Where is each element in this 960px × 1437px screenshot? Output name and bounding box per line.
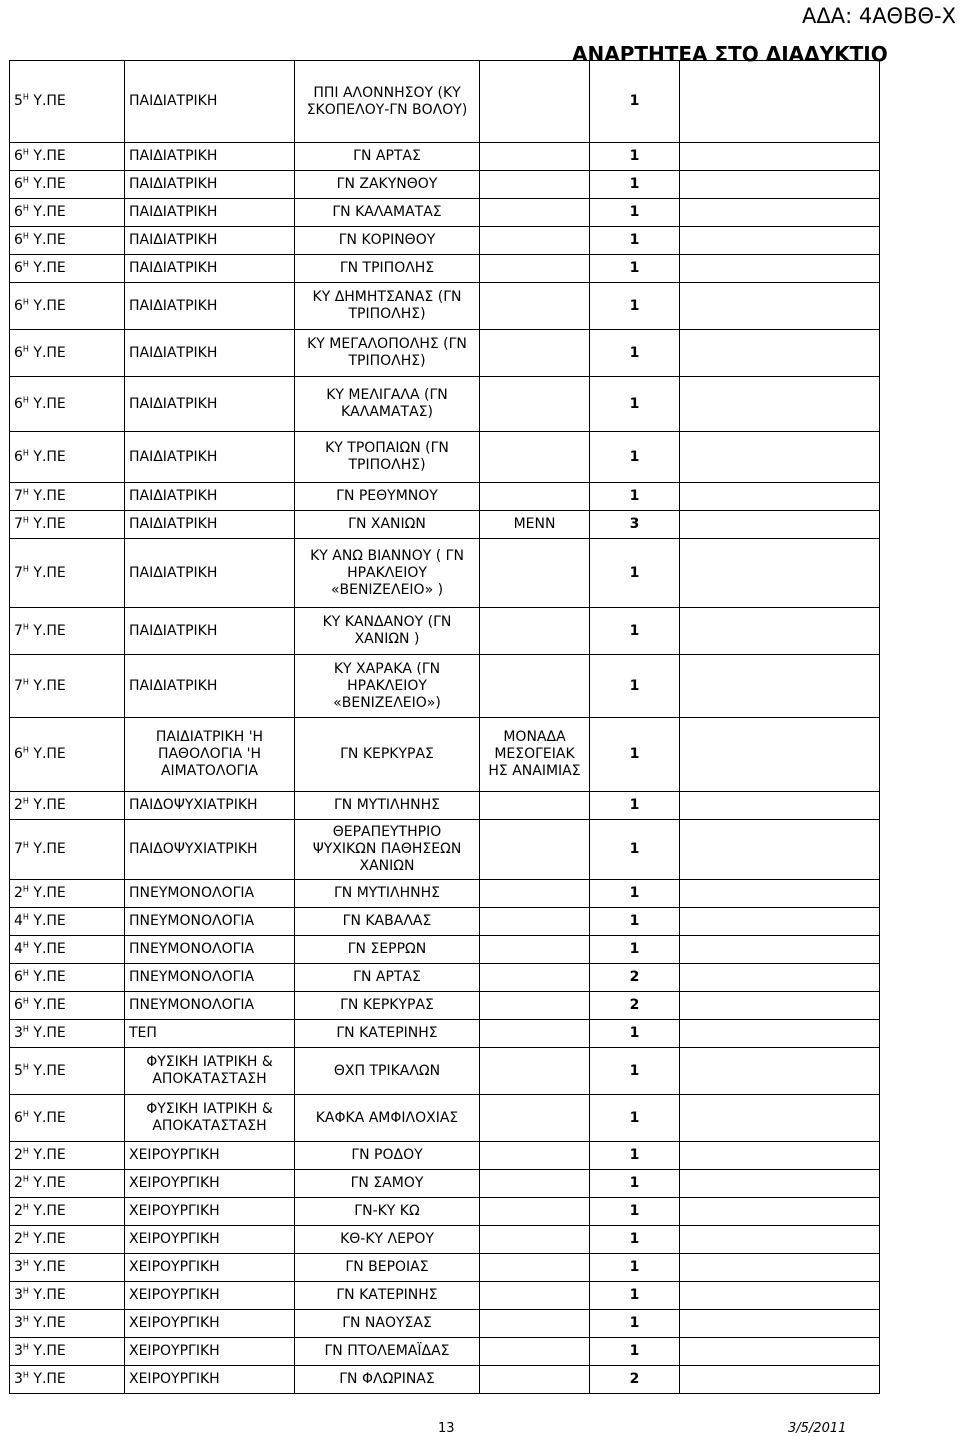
region-cell: $6^H$ Υ.ΠΕ <box>10 377 125 432</box>
department-cell <box>480 227 590 255</box>
unit-cell: ΓΝ ΧΑΝΙΩΝ <box>295 511 480 539</box>
empty-cell <box>680 511 880 539</box>
positions-count-cell: 1 <box>590 377 680 432</box>
region-cell: $6^H$ Υ.ΠΕ <box>10 199 125 227</box>
department-cell <box>480 992 590 1020</box>
specialty-cell: ΠΑΙΔΙΑΤΡΙΚΗ <box>125 483 295 511</box>
unit-cell: ΓΝ ΜΥΤΙΛΗΝΗΣ <box>295 880 480 908</box>
unit-cell: ΓΝ ΚΑΒΑΛΑΣ <box>295 908 480 936</box>
specialty-cell: ΠΑΙΔΙΑΤΡΙΚΗ <box>125 608 295 655</box>
unit-cell: ΓΝ ΡΕΘΥΜΝΟΥ <box>295 483 480 511</box>
empty-cell <box>680 1095 880 1142</box>
specialty-cell: ΧΕΙΡΟΥΡΓΙΚΗ <box>125 1366 295 1394</box>
table-row <box>10 61 880 143</box>
department-cell <box>480 1048 590 1095</box>
publish-banner: ΑΝΑΡΤΗΤΕΑ ΣΤΟ ΔΙΑΔΥΚΤΙΟ <box>572 42 888 66</box>
table-row <box>10 1226 880 1254</box>
unit-cell: ΓΝ ΒΕΡΟΙΑΣ <box>295 1254 480 1282</box>
region-cell: $6^H$ Υ.ΠΕ <box>10 143 125 171</box>
department-cell <box>480 1338 590 1366</box>
table-row <box>10 908 880 936</box>
positions-count-cell: 1 <box>590 255 680 283</box>
table-row <box>10 1254 880 1282</box>
department-cell <box>480 199 590 227</box>
table-row <box>10 143 880 171</box>
department-cell <box>480 880 590 908</box>
table-row <box>10 964 880 992</box>
table-row <box>10 171 880 199</box>
region-cell: $3^H$ Υ.ΠΕ <box>10 1338 125 1366</box>
specialty-cell: ΠΑΙΔΙΑΤΡΙΚΗ <box>125 227 295 255</box>
empty-cell <box>680 1020 880 1048</box>
unit-cell: ΓΝ ΦΛΩΡΙΝΑΣ <box>295 1366 480 1394</box>
table-row <box>10 820 880 880</box>
positions-count-cell: 1 <box>590 820 680 880</box>
specialty-cell: ΠΑΙΔΙΑΤΡΙΚΗ <box>125 432 295 483</box>
unit-cell: ΓΝ ΣΕΡΡΩΝ <box>295 936 480 964</box>
unit-cell: ΚΥ ΜΕΓΑΛΟΠΟΛΗΣ (ΓΝ ΤΡΙΠΟΛΗΣ) <box>295 330 480 377</box>
table-row <box>10 255 880 283</box>
region-cell: $6^H$ Υ.ΠΕ <box>10 227 125 255</box>
department-cell <box>480 143 590 171</box>
positions-count-cell: 1 <box>590 199 680 227</box>
document-date: 3/5/2011 <box>788 1421 847 1436</box>
region-cell: $7^H$ Υ.ΠΕ <box>10 511 125 539</box>
empty-cell <box>680 1142 880 1170</box>
region-cell: $2^H$ Υ.ΠΕ <box>10 1198 125 1226</box>
table-row <box>10 718 880 792</box>
empty-cell <box>680 820 880 880</box>
department-cell <box>480 1366 590 1394</box>
unit-cell: ΓΝ ΑΡΤΑΣ <box>295 964 480 992</box>
department-cell <box>480 655 590 718</box>
unit-cell: ΓΝ ΑΡΤΑΣ <box>295 143 480 171</box>
positions-count-cell: 1 <box>590 655 680 718</box>
positions-count-cell: 1 <box>590 1338 680 1366</box>
positions-count-cell: 1 <box>590 1282 680 1310</box>
unit-cell: ΓΝ ΡΟΔΟΥ <box>295 1142 480 1170</box>
department-cell <box>480 1170 590 1198</box>
empty-cell <box>680 143 880 171</box>
ada-code: ΑΔΑ: 4ΑΘΒΘ-Χ <box>801 4 956 28</box>
positions-count-cell: 2 <box>590 1366 680 1394</box>
table-row <box>10 377 880 432</box>
empty-cell <box>680 908 880 936</box>
specialty-cell: ΠΑΙΔΙΑΤΡΙΚΗ <box>125 171 295 199</box>
department-cell <box>480 61 590 143</box>
department-cell <box>480 330 590 377</box>
positions-count-cell: 1 <box>590 1048 680 1095</box>
empty-cell <box>680 483 880 511</box>
specialty-cell: ΧΕΙΡΟΥΡΓΙΚΗ <box>125 1170 295 1198</box>
empty-cell <box>680 283 880 330</box>
region-cell: $3^H$ Υ.ΠΕ <box>10 1282 125 1310</box>
region-cell: $6^H$ Υ.ΠΕ <box>10 992 125 1020</box>
specialty-cell: ΧΕΙΡΟΥΡΓΙΚΗ <box>125 1310 295 1338</box>
unit-cell: ΚΥ ΑΝΩ ΒΙΑΝΝΟΥ ( ΓΝ ΗΡΑΚΛΕΙΟΥ «ΒΕΝΙΖΕΛΕΙΟ» ) <box>295 539 480 608</box>
specialty-cell: ΦΥΣΙΚΗ ΙΑΤΡΙΚΗ & ΑΠΟΚΑΤΑΣΤΑΣΗ <box>125 1048 295 1095</box>
unit-cell: ΚΑΦΚΑ ΑΜΦΙΛΟΧΙΑΣ <box>295 1095 480 1142</box>
table-row <box>10 936 880 964</box>
empty-cell <box>680 1048 880 1095</box>
table-row <box>10 1198 880 1226</box>
unit-cell: ΘΕΡΑΠΕΥΤΗΡΙΟ ΨΥΧΙΚΩΝ ΠΑΘΗΣΕΩΝ ΧΑΝΙΩΝ <box>295 820 480 880</box>
unit-cell: ΓΝ ΚΕΡΚΥΡΑΣ <box>295 992 480 1020</box>
region-cell: $6^H$ Υ.ΠΕ <box>10 432 125 483</box>
unit-cell: ΓΝ ΚΑΛΑΜΑΤΑΣ <box>295 199 480 227</box>
page-number: 13 <box>438 1421 455 1436</box>
department-cell <box>480 820 590 880</box>
region-cell: $2^H$ Υ.ΠΕ <box>10 1142 125 1170</box>
empty-cell <box>680 1170 880 1198</box>
specialty-cell: ΦΥΣΙΚΗ ΙΑΤΡΙΚΗ & ΑΠΟΚΑΤΑΣΤΑΣΗ <box>125 1095 295 1142</box>
region-cell: $4^H$ Υ.ΠΕ <box>10 908 125 936</box>
unit-cell: ΓΝ ΚΑΤΕΡΙΝΗΣ <box>295 1020 480 1048</box>
empty-cell <box>680 330 880 377</box>
table-row <box>10 1020 880 1048</box>
positions-table <box>9 60 880 1394</box>
department-cell <box>480 377 590 432</box>
region-cell: $2^H$ Υ.ΠΕ <box>10 880 125 908</box>
region-cell: $6^H$ Υ.ΠΕ <box>10 255 125 283</box>
positions-count-cell: 1 <box>590 61 680 143</box>
specialty-cell: ΠΑΙΔΙΑΤΡΙΚΗ <box>125 377 295 432</box>
region-cell: $2^H$ Υ.ΠΕ <box>10 1226 125 1254</box>
specialty-cell: ΠΝΕΥΜΟΝΟΛΟΓΙΑ <box>125 936 295 964</box>
department-cell <box>480 1254 590 1282</box>
specialty-cell: ΠΝΕΥΜΟΝΟΛΟΓΙΑ <box>125 908 295 936</box>
department-cell <box>480 283 590 330</box>
region-cell: $6^H$ Υ.ΠΕ <box>10 283 125 330</box>
department-cell <box>480 608 590 655</box>
department-cell: ΜΟΝΑΔΑ ΜΕΣΟΓΕΙΑΚ ΗΣ ΑΝΑΙΜΙΑΣ <box>480 718 590 792</box>
specialty-cell: ΠΑΙΔΟΨΥΧΙΑΤΡΙΚΗ <box>125 792 295 820</box>
positions-count-cell: 1 <box>590 1254 680 1282</box>
department-cell <box>480 1020 590 1048</box>
department-cell <box>480 792 590 820</box>
table-row <box>10 880 880 908</box>
specialty-cell: ΠΑΙΔΙΑΤΡΙΚΗ <box>125 330 295 377</box>
department-cell <box>480 936 590 964</box>
region-cell: $4^H$ Υ.ΠΕ <box>10 936 125 964</box>
table-row <box>10 792 880 820</box>
positions-count-cell: 1 <box>590 432 680 483</box>
department-cell: ΜΕΝΝ <box>480 511 590 539</box>
empty-cell <box>680 936 880 964</box>
empty-cell <box>680 880 880 908</box>
empty-cell <box>680 171 880 199</box>
empty-cell <box>680 1310 880 1338</box>
positions-count-cell: 1 <box>590 880 680 908</box>
department-cell <box>480 539 590 608</box>
specialty-cell: ΠΝΕΥΜΟΝΟΛΟΓΙΑ <box>125 992 295 1020</box>
region-cell: $3^H$ Υ.ΠΕ <box>10 1310 125 1338</box>
table-row <box>10 1095 880 1142</box>
empty-cell <box>680 1282 880 1310</box>
unit-cell: ΚΘ-ΚΥ ΛΕΡΟΥ <box>295 1226 480 1254</box>
region-cell: $5^H$ Υ.ΠΕ <box>10 1048 125 1095</box>
unit-cell: ΘΧΠ ΤΡΙΚΑΛΩΝ <box>295 1048 480 1095</box>
department-cell <box>480 1198 590 1226</box>
unit-cell: ΓΝ ΠΤΟΛΕΜΑΪΔΑΣ <box>295 1338 480 1366</box>
specialty-cell: ΠΑΙΔΙΑΤΡΙΚΗ <box>125 539 295 608</box>
positions-count-cell: 1 <box>590 483 680 511</box>
unit-cell: ΓΝ ΤΡΙΠΟΛΗΣ <box>295 255 480 283</box>
region-cell: $7^H$ Υ.ΠΕ <box>10 539 125 608</box>
specialty-cell: ΠΝΕΥΜΟΝΟΛΟΓΙΑ <box>125 964 295 992</box>
empty-cell <box>680 655 880 718</box>
unit-cell: ΓΝ ΚΟΡΙΝΘΟΥ <box>295 227 480 255</box>
positions-count-cell: 2 <box>590 992 680 1020</box>
table-row <box>10 608 880 655</box>
specialty-cell: ΠΑΙΔΙΑΤΡΙΚΗ <box>125 283 295 330</box>
region-cell: $7^H$ Υ.ΠΕ <box>10 608 125 655</box>
positions-count-cell: 1 <box>590 608 680 655</box>
unit-cell: ΓΝ ΚΕΡΚΥΡΑΣ <box>295 718 480 792</box>
empty-cell <box>680 608 880 655</box>
positions-count-cell: 2 <box>590 964 680 992</box>
empty-cell <box>680 1198 880 1226</box>
department-cell <box>480 908 590 936</box>
specialty-cell: ΤΕΠ <box>125 1020 295 1048</box>
region-cell: $7^H$ Υ.ΠΕ <box>10 655 125 718</box>
positions-count-cell: 1 <box>590 1020 680 1048</box>
specialty-cell: ΧΕΙΡΟΥΡΓΙΚΗ <box>125 1338 295 1366</box>
specialty-cell: ΠΑΙΔΙΑΤΡΙΚΗ <box>125 61 295 143</box>
table-row <box>10 1366 880 1394</box>
specialty-cell: ΧΕΙΡΟΥΡΓΙΚΗ <box>125 1226 295 1254</box>
specialty-cell: ΠΑΙΔΙΑΤΡΙΚΗ 'Η ΠΑΘΟΛΟΓΙΑ 'Η ΑΙΜΑΤΟΛΟΓΙΑ <box>125 718 295 792</box>
region-cell: $6^H$ Υ.ΠΕ <box>10 964 125 992</box>
empty-cell <box>680 1226 880 1254</box>
positions-count-cell: 1 <box>590 718 680 792</box>
department-cell <box>480 483 590 511</box>
table-row <box>10 1310 880 1338</box>
empty-cell <box>680 964 880 992</box>
region-cell: $2^H$ Υ.ΠΕ <box>10 1170 125 1198</box>
region-cell: $6^H$ Υ.ΠΕ <box>10 1095 125 1142</box>
department-cell <box>480 255 590 283</box>
specialty-cell: ΧΕΙΡΟΥΡΓΙΚΗ <box>125 1282 295 1310</box>
empty-cell <box>680 227 880 255</box>
region-cell: $7^H$ Υ.ΠΕ <box>10 820 125 880</box>
specialty-cell: ΠΑΙΔΙΑΤΡΙΚΗ <box>125 143 295 171</box>
positions-count-cell: 1 <box>590 1198 680 1226</box>
specialty-cell: ΧΕΙΡΟΥΡΓΙΚΗ <box>125 1198 295 1226</box>
table-row <box>10 199 880 227</box>
unit-cell: ΚΥ ΤΡΟΠΑΙΩΝ (ΓΝ ΤΡΙΠΟΛΗΣ) <box>295 432 480 483</box>
positions-count-cell: 1 <box>590 1095 680 1142</box>
table-row <box>10 1338 880 1366</box>
positions-count-cell: 1 <box>590 171 680 199</box>
empty-cell <box>680 61 880 143</box>
unit-cell: ΚΥ ΔΗΜΗΤΣΑΝΑΣ (ΓΝ ΤΡΙΠΟΛΗΣ) <box>295 283 480 330</box>
table-row <box>10 992 880 1020</box>
specialty-cell: ΠΑΙΔΙΑΤΡΙΚΗ <box>125 199 295 227</box>
table-row <box>10 1048 880 1095</box>
specialty-cell: ΠΑΙΔΙΑΤΡΙΚΗ <box>125 511 295 539</box>
empty-cell <box>680 377 880 432</box>
positions-count-cell: 1 <box>590 936 680 964</box>
positions-count-cell: 1 <box>590 792 680 820</box>
unit-cell: ΓΝ ΚΑΤΕΡΙΝΗΣ <box>295 1282 480 1310</box>
empty-cell <box>680 432 880 483</box>
department-cell <box>480 1142 590 1170</box>
region-cell: $3^H$ Υ.ΠΕ <box>10 1020 125 1048</box>
table-row <box>10 283 880 330</box>
department-cell <box>480 1226 590 1254</box>
table-row <box>10 330 880 377</box>
department-cell <box>480 1310 590 1338</box>
empty-cell <box>680 792 880 820</box>
positions-count-cell: 1 <box>590 227 680 255</box>
empty-cell <box>680 1338 880 1366</box>
table-row <box>10 1170 880 1198</box>
region-cell: $6^H$ Υ.ΠΕ <box>10 718 125 792</box>
empty-cell <box>680 1254 880 1282</box>
region-cell: $3^H$ Υ.ΠΕ <box>10 1254 125 1282</box>
specialty-cell: ΠΑΙΔΟΨΥΧΙΑΤΡΙΚΗ <box>125 820 295 880</box>
unit-cell: ΚΥ ΚΑΝΔΑΝΟΥ (ΓΝ ΧΑΝΙΩΝ ) <box>295 608 480 655</box>
specialty-cell: ΧΕΙΡΟΥΡΓΙΚΗ <box>125 1254 295 1282</box>
unit-cell: ΠΠΙ ΑΛΟΝΝΗΣΟΥ (ΚΥ ΣΚΟΠΕΛΟΥ-ΓΝ ΒΟΛΟΥ) <box>295 61 480 143</box>
positions-count-cell: 1 <box>590 1142 680 1170</box>
specialty-cell: ΧΕΙΡΟΥΡΓΙΚΗ <box>125 1142 295 1170</box>
table-row <box>10 483 880 511</box>
region-cell: $3^H$ Υ.ΠΕ <box>10 1366 125 1394</box>
department-cell <box>480 171 590 199</box>
table-row <box>10 539 880 608</box>
unit-cell: ΓΝ-ΚΥ ΚΩ <box>295 1198 480 1226</box>
unit-cell: ΓΝ ΝΑΟΥΣΑΣ <box>295 1310 480 1338</box>
region-cell: $7^H$ Υ.ΠΕ <box>10 483 125 511</box>
positions-count-cell: 1 <box>590 1226 680 1254</box>
table-row <box>10 1142 880 1170</box>
region-cell: $6^H$ Υ.ΠΕ <box>10 330 125 377</box>
positions-count-cell: 1 <box>590 539 680 608</box>
department-cell <box>480 1282 590 1310</box>
unit-cell: ΚΥ ΜΕΛΙΓΑΛΑ (ΓΝ ΚΑΛΑΜΑΤΑΣ) <box>295 377 480 432</box>
empty-cell <box>680 255 880 283</box>
empty-cell <box>680 199 880 227</box>
region-cell: $5^H$ Υ.ΠΕ <box>10 61 125 143</box>
positions-count-cell: 1 <box>590 283 680 330</box>
department-cell <box>480 964 590 992</box>
positions-count-cell: 3 <box>590 511 680 539</box>
empty-cell <box>680 992 880 1020</box>
unit-cell: ΓΝ ΜΥΤΙΛΗΝΗΣ <box>295 792 480 820</box>
positions-count-cell: 1 <box>590 908 680 936</box>
unit-cell: ΚΥ ΧΑΡΑΚΑ (ΓΝ ΗΡΑΚΛΕΙΟΥ «ΒΕΝΙΖΕΛΕΙΟ») <box>295 655 480 718</box>
positions-count-cell: 1 <box>590 1310 680 1338</box>
table-row <box>10 1282 880 1310</box>
unit-cell: ΓΝ ΣΑΜΟΥ <box>295 1170 480 1198</box>
table-row <box>10 511 880 539</box>
empty-cell <box>680 539 880 608</box>
empty-cell <box>680 1366 880 1394</box>
region-cell: $6^H$ Υ.ΠΕ <box>10 171 125 199</box>
table-row <box>10 227 880 255</box>
specialty-cell: ΠΝΕΥΜΟΝΟΛΟΓΙΑ <box>125 880 295 908</box>
unit-cell: ΓΝ ΖΑΚΥΝΘΟΥ <box>295 171 480 199</box>
table-row <box>10 655 880 718</box>
department-cell <box>480 1095 590 1142</box>
table-row <box>10 432 880 483</box>
specialty-cell: ΠΑΙΔΙΑΤΡΙΚΗ <box>125 255 295 283</box>
region-cell: $2^H$ Υ.ΠΕ <box>10 792 125 820</box>
positions-count-cell: 1 <box>590 143 680 171</box>
positions-count-cell: 1 <box>590 1170 680 1198</box>
department-cell <box>480 432 590 483</box>
positions-count-cell: 1 <box>590 330 680 377</box>
specialty-cell: ΠΑΙΔΙΑΤΡΙΚΗ <box>125 655 295 718</box>
empty-cell <box>680 718 880 792</box>
